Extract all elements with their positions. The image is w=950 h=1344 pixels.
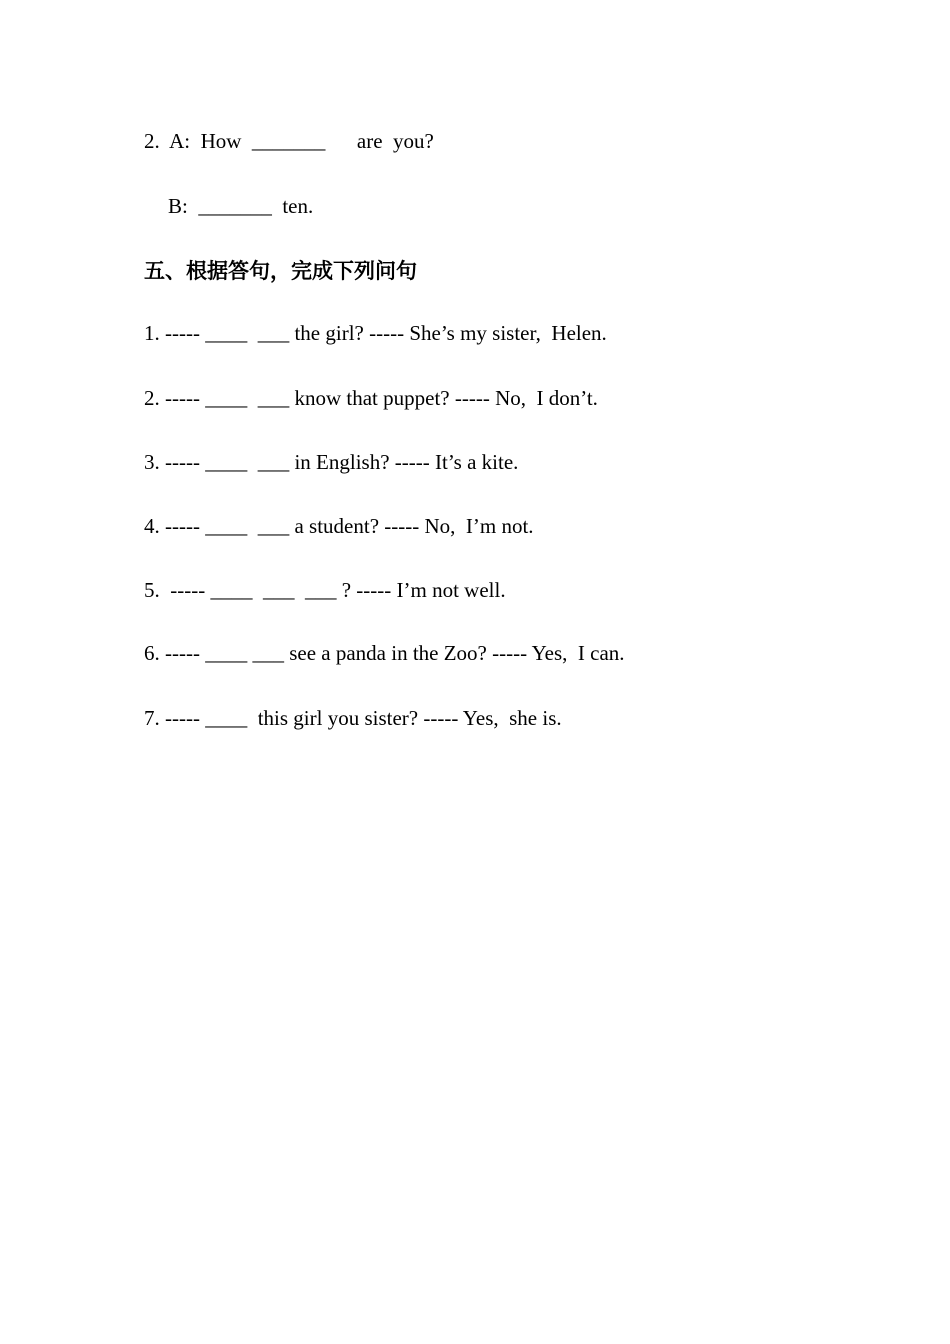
question-2-a: 2. A: How _______ are you? [144, 129, 434, 153]
section-five-item-3: 3. ----- ____ ___ in English? ----- It’s a kite. [144, 450, 519, 474]
question-2-b: B: _______ ten. [168, 194, 314, 218]
section-five-item-4: 4. ----- ____ ___ a student? ----- No, I’m not. [144, 514, 534, 538]
section-five-item-6: 6. ----- ____ ___ see a panda in the Zoo? ----- Yes, I can. [144, 641, 625, 665]
section-five-item-5: 5. ----- ____ ___ ___ ? ----- I’m not well. [144, 578, 506, 602]
section-five-item-2: 2. ----- ____ ___ know that puppet? ----- No, I don’t. [144, 386, 598, 410]
section-five-item-7: 7. ----- ____ this girl you sister? ----- Yes, she is. [144, 706, 562, 730]
section-five-item-1: 1. ----- ____ ___ the girl? ----- She’s my sister, Helen. [144, 321, 607, 345]
section-five-heading: 五、根据答句，完成下列问句 [144, 259, 417, 283]
